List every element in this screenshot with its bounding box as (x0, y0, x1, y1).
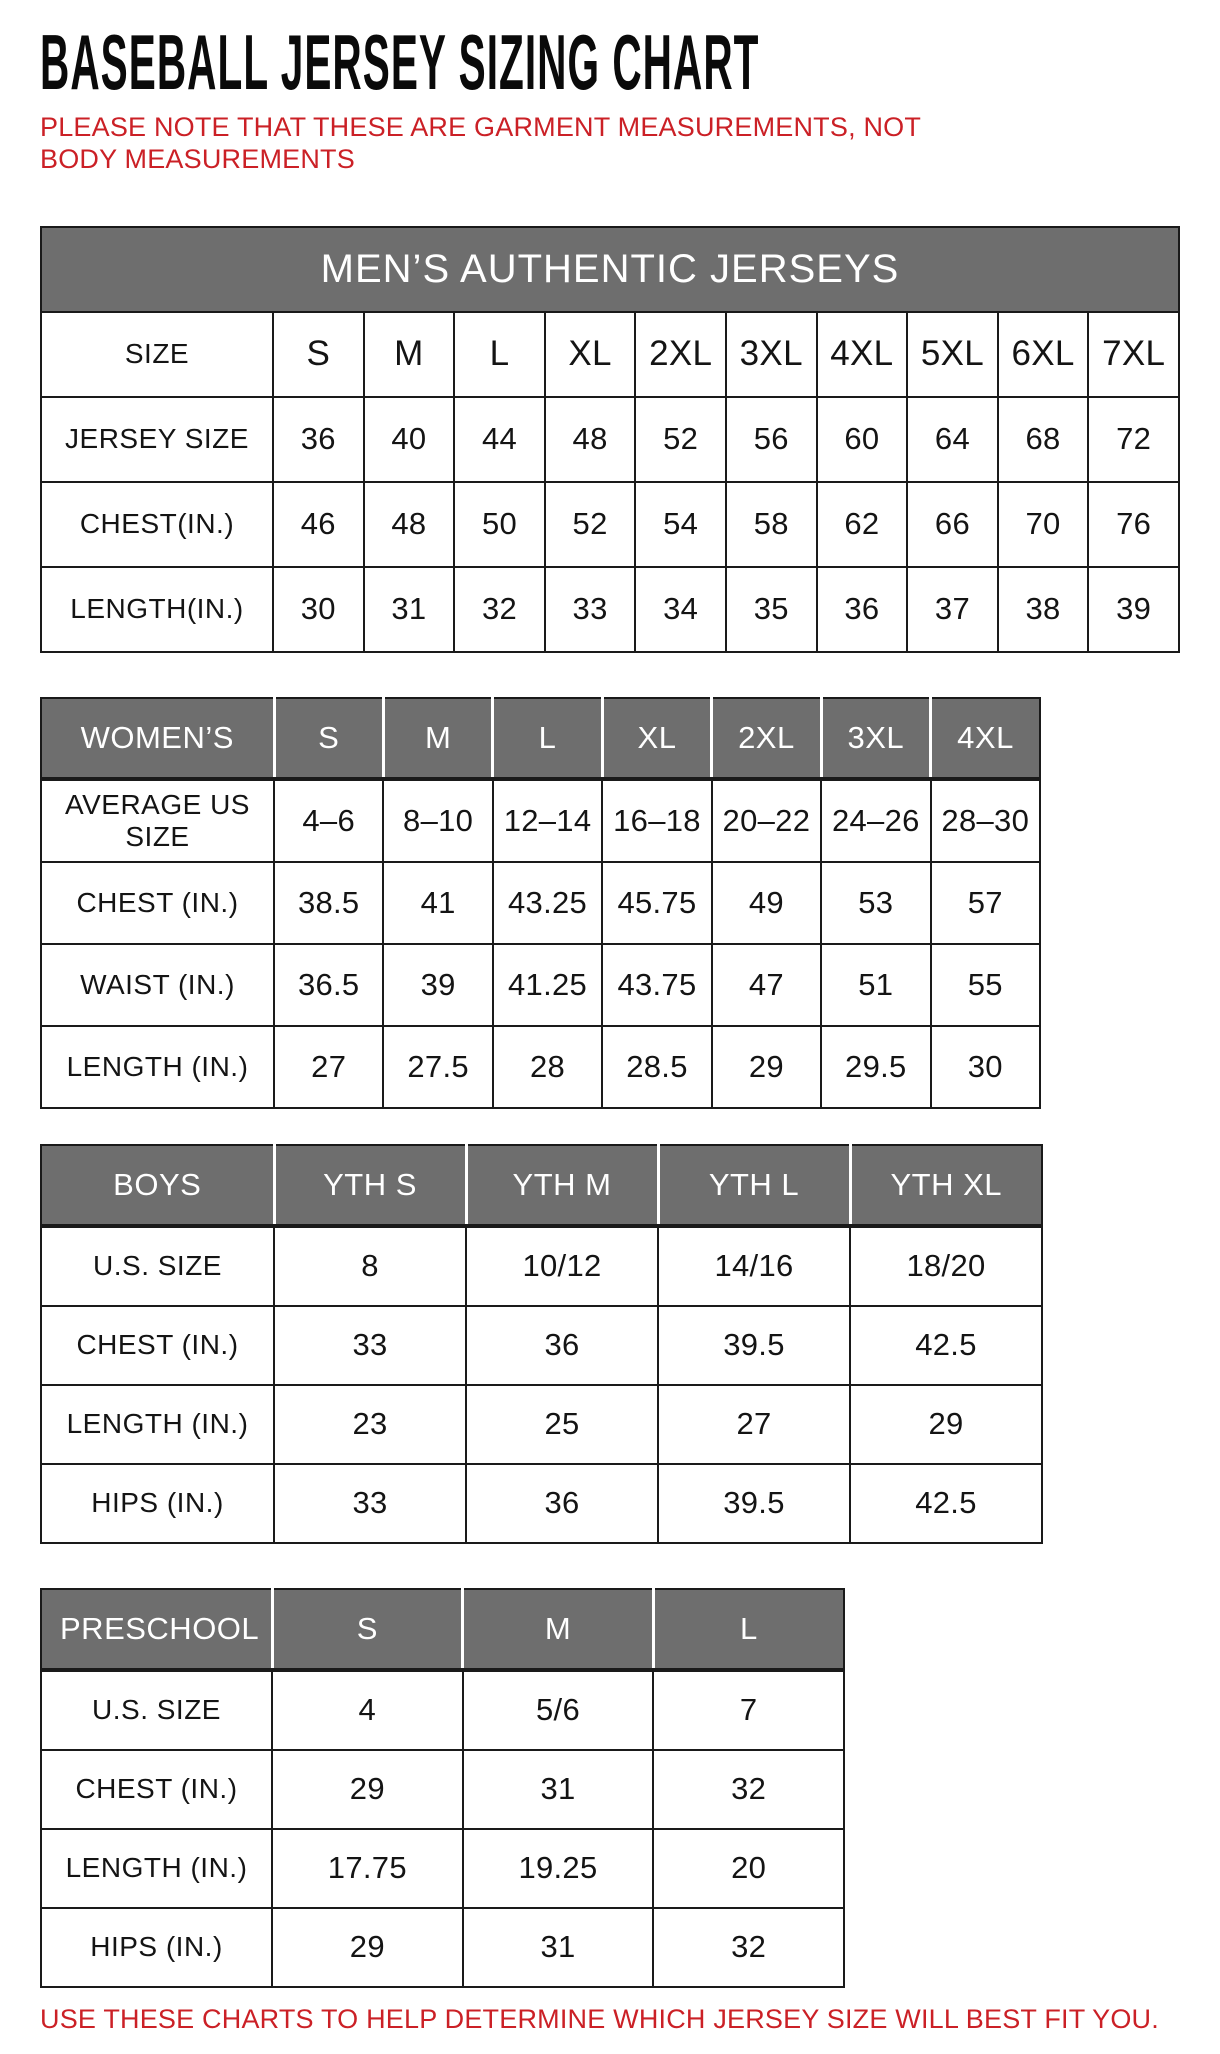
value-cell: 36 (466, 1306, 658, 1385)
group-label: WOMEN’S (41, 698, 274, 779)
value-cell: 35 (726, 567, 817, 652)
size-header: S (274, 698, 383, 779)
value-cell: 64 (907, 397, 998, 482)
value-cell: 4XL (817, 312, 908, 397)
value-cell: 42.5 (850, 1306, 1042, 1385)
value-cell: 31 (463, 1908, 654, 1987)
value-cell: 28.5 (602, 1026, 711, 1108)
table-row (41, 1306, 1042, 1385)
size-header: L (653, 1589, 844, 1670)
value-cell: 27 (658, 1385, 850, 1464)
page-title-text: BASEBALL JERSEY SIZING CHART (40, 18, 760, 106)
table-row (41, 779, 1040, 862)
row-label: U.S. SIZE (41, 1670, 272, 1750)
group-label: BOYS (41, 1145, 274, 1226)
value-cell: 57 (931, 862, 1040, 944)
row-label: AVERAGE US SIZE (41, 779, 274, 862)
table-row (41, 312, 1179, 397)
value-cell: 53 (821, 862, 930, 944)
row-label: JERSEY SIZE (41, 397, 273, 482)
value-cell: 36 (273, 397, 364, 482)
table-row (41, 862, 1040, 944)
value-cell: 52 (545, 482, 636, 567)
value-cell: 33 (545, 567, 636, 652)
value-cell: 32 (653, 1750, 844, 1829)
group-label: PRESCHOOL (41, 1589, 272, 1670)
table-row (41, 1670, 844, 1750)
size-header: M (463, 1589, 654, 1670)
value-cell: 28 (493, 1026, 602, 1108)
row-label: U.S. SIZE (41, 1226, 274, 1306)
value-cell: S (273, 312, 364, 397)
boys-sizing-table (40, 1144, 1043, 1544)
table-row (41, 1226, 1042, 1306)
page-title (40, 20, 1182, 104)
value-cell: 29 (850, 1385, 1042, 1464)
size-header: 4XL (931, 698, 1040, 779)
value-cell: 42.5 (850, 1464, 1042, 1543)
value-cell: 5/6 (463, 1670, 654, 1750)
row-label: CHEST(IN.) (41, 482, 273, 567)
row-label: CHEST (IN.) (41, 1306, 274, 1385)
table-row (41, 1829, 844, 1908)
row-label: SIZE (41, 312, 273, 397)
value-cell: 60 (817, 397, 908, 482)
row-label: HIPS (IN.) (41, 1908, 272, 1987)
value-cell: 25 (466, 1385, 658, 1464)
value-cell: L (454, 312, 545, 397)
value-cell: 66 (907, 482, 998, 567)
value-cell: 31 (463, 1750, 654, 1829)
value-cell: 52 (635, 397, 726, 482)
value-cell: 20 (653, 1829, 844, 1908)
row-label: WAIST (IN.) (41, 944, 274, 1026)
table-row (41, 1464, 1042, 1543)
value-cell: 39.5 (658, 1464, 850, 1543)
value-cell: 30 (931, 1026, 1040, 1108)
table-row (41, 1385, 1042, 1464)
value-cell: 62 (817, 482, 908, 567)
value-cell: 31 (364, 567, 455, 652)
value-cell: 36 (466, 1464, 658, 1543)
size-header: S (272, 1589, 463, 1670)
value-cell: 48 (545, 397, 636, 482)
value-cell: 58 (726, 482, 817, 567)
value-cell: 18/20 (850, 1226, 1042, 1306)
value-cell: 54 (635, 482, 726, 567)
value-cell: 7 (653, 1670, 844, 1750)
size-header: M (383, 698, 492, 779)
size-header: 3XL (821, 698, 930, 779)
value-cell: 32 (454, 567, 545, 652)
table-row (41, 397, 1179, 482)
value-cell: 14/16 (658, 1226, 850, 1306)
value-cell: 23 (274, 1385, 466, 1464)
row-label: LENGTH (IN.) (41, 1385, 274, 1464)
value-cell: 46 (273, 482, 364, 567)
value-cell: 38 (998, 567, 1089, 652)
value-cell: 28–30 (931, 779, 1040, 862)
size-header: YTH XL (850, 1145, 1042, 1226)
value-cell: 34 (635, 567, 726, 652)
value-cell: 32 (653, 1908, 844, 1987)
value-cell: 3XL (726, 312, 817, 397)
row-label: HIPS (IN.) (41, 1464, 274, 1543)
womens-sizing-table (40, 697, 1041, 1109)
value-cell: 27 (274, 1026, 383, 1108)
value-cell: 29.5 (821, 1026, 930, 1108)
size-header: XL (602, 698, 711, 779)
value-cell: 39 (383, 944, 492, 1026)
table-row (41, 944, 1040, 1026)
table-row (41, 1026, 1040, 1108)
value-cell: 17.75 (272, 1829, 463, 1908)
value-cell: 29 (712, 1026, 821, 1108)
value-cell: 8 (274, 1226, 466, 1306)
value-cell: 49 (712, 862, 821, 944)
best-fit-note: USE THESE CHARTS TO HELP DETERMINE WHICH JERSEY SIZE WILL BEST FIT YOU. (40, 2003, 1159, 2034)
value-cell: 19.25 (463, 1829, 654, 1908)
row-label: LENGTH (IN.) (41, 1829, 272, 1908)
size-header: YTH S (274, 1145, 466, 1226)
value-cell: 36 (817, 567, 908, 652)
value-cell: 55 (931, 944, 1040, 1026)
table-row (41, 567, 1179, 652)
value-cell: 30 (273, 567, 364, 652)
value-cell: 51 (821, 944, 930, 1026)
value-cell: 39 (1088, 567, 1179, 652)
value-cell: 24–26 (821, 779, 930, 862)
value-cell: 41 (383, 862, 492, 944)
value-cell: XL (545, 312, 636, 397)
value-cell: 43.25 (493, 862, 602, 944)
value-cell: 12–14 (493, 779, 602, 862)
value-cell: 44 (454, 397, 545, 482)
value-cell: 38.5 (274, 862, 383, 944)
size-header: L (493, 698, 602, 779)
value-cell: 5XL (907, 312, 998, 397)
garment-measurements-note: PLEASE NOTE THAT THESE ARE GARMENT MEASUREMENTS, NOT BODY MEASUREMENTS (40, 112, 921, 174)
value-cell: 36.5 (274, 944, 383, 1026)
value-cell: 10/12 (466, 1226, 658, 1306)
value-cell: 7XL (1088, 312, 1179, 397)
value-cell: 37 (907, 567, 998, 652)
table-row (41, 482, 1179, 567)
size-header: YTH M (466, 1145, 658, 1226)
value-cell: 41.25 (493, 944, 602, 1026)
value-cell: 33 (274, 1306, 466, 1385)
value-cell: 27.5 (383, 1026, 492, 1108)
value-cell: 4–6 (274, 779, 383, 862)
value-cell: 48 (364, 482, 455, 567)
value-cell: 29 (272, 1908, 463, 1987)
size-header: YTH L (658, 1145, 850, 1226)
value-cell: 16–18 (602, 779, 711, 862)
value-cell: 72 (1088, 397, 1179, 482)
value-cell: 70 (998, 482, 1089, 567)
value-cell: 56 (726, 397, 817, 482)
mens-authentic-jerseys-table (40, 226, 1180, 653)
row-label: CHEST (IN.) (41, 862, 274, 944)
value-cell: 43.75 (602, 944, 711, 1026)
row-label: LENGTH(IN.) (41, 567, 273, 652)
value-cell: 47 (712, 944, 821, 1026)
value-cell: 20–22 (712, 779, 821, 862)
table-row (41, 1750, 844, 1829)
value-cell: 29 (272, 1750, 463, 1829)
value-cell: 6XL (998, 312, 1089, 397)
value-cell: 76 (1088, 482, 1179, 567)
value-cell: 2XL (635, 312, 726, 397)
table-banner: MEN’S AUTHENTIC JERSEYS (41, 227, 1179, 312)
row-label: LENGTH (IN.) (41, 1026, 274, 1108)
size-header: 2XL (712, 698, 821, 779)
table-row (41, 1908, 844, 1987)
value-cell: M (364, 312, 455, 397)
row-label: CHEST (IN.) (41, 1750, 272, 1829)
value-cell: 39.5 (658, 1306, 850, 1385)
value-cell: 8–10 (383, 779, 492, 862)
preschool-sizing-table (40, 1588, 845, 1988)
value-cell: 50 (454, 482, 545, 567)
value-cell: 45.75 (602, 862, 711, 944)
value-cell: 33 (274, 1464, 466, 1543)
value-cell: 4 (272, 1670, 463, 1750)
value-cell: 68 (998, 397, 1089, 482)
value-cell: 40 (364, 397, 455, 482)
